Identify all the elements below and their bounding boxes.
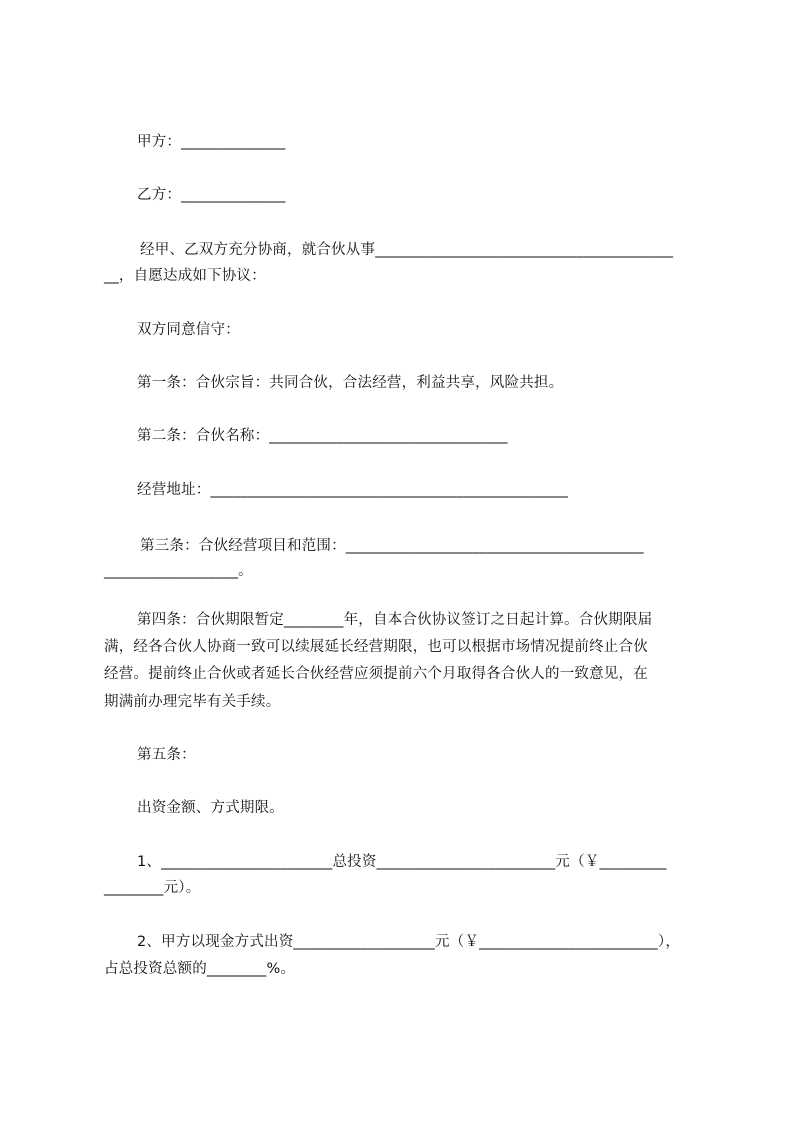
intro-line-2: __，自愿达成如下协议：: [104, 268, 266, 284]
article-4-line-4: 期满前办理完毕有关手续。: [104, 694, 281, 710]
contribution-item-2-line-2: 占总投资总额的________%。: [104, 961, 296, 977]
article-2: 第二条：合伙名称：________________________________: [137, 428, 508, 444]
business-address: 经营地址：________________________________________________: [137, 482, 569, 498]
article-4-line-1: 第四条：合伙期限暂定________年，自本合伙协议签订之日起计算。合伙期限届: [137, 612, 653, 628]
contribution-item-1-line-2: ________元）。: [104, 880, 201, 896]
article-5: 第五条：: [137, 747, 196, 763]
article-3-line-2: __________________。: [104, 563, 253, 579]
article-4-line-2: 满，经各合伙人协商一致可以续展延长经营期限，也可以根据市场情况提前终止合伙: [104, 639, 648, 655]
contribution-item-2-line-1: 2、甲方以现金方式出资___________________元（￥________________________），: [137, 934, 681, 950]
contribution-title: 出资金额、方式期限。: [137, 800, 284, 816]
party-b-line: 乙方：______________: [137, 187, 286, 203]
party-a-line: 甲方：______________: [137, 134, 286, 150]
article-1: 第一条：合伙宗旨：共同合伙，合法经营，利益共享，风险共担。: [137, 375, 564, 391]
contribution-item-1-line-1: 1、_______________________总投资________________________元（￥_________: [137, 854, 667, 870]
article-3-line-1: 第三条：合伙经营项目和范围：________________________________________: [140, 538, 644, 554]
intro-line-1: 经甲、乙双方充分协商，就合伙从事________________________________________: [140, 242, 674, 258]
article-4-line-3: 经营。提前终止合伙或者延长合伙经营应须提前六个月取得各合伙人的一致意见，在: [104, 666, 648, 682]
agreement-heading: 双方同意信守：: [137, 322, 240, 338]
